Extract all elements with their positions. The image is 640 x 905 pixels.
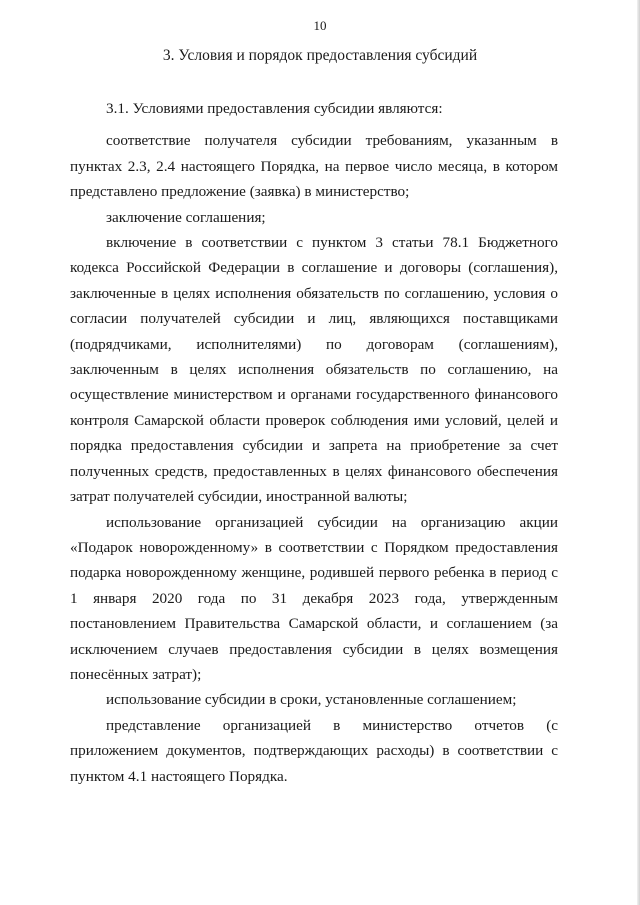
paragraph-compliance: соответствие получателя субсидии требованиям, указанным в пунктах 2.3, 2.4 настоящего Порядка, на первое число месяца, в котором представлено предложение (заявка) в министерство; xyxy=(70,132,558,201)
paragraph-usage-terms: использование субсидии в сроки, установленные соглашением; xyxy=(106,691,517,709)
section-title: 3. Условия и порядок предоставления субсидий xyxy=(162,47,478,64)
paragraph-agreement: заключение соглашения; xyxy=(106,208,266,226)
page-number: 10 xyxy=(313,18,327,33)
paragraph-usage-action: использование организацией субсидии на организацию акции «Подарок новорожденному» в соответствии с Порядком предоставления подарка новорожденному женщине, родившей первого ребенка в период с 1 января 2020 года по 31 декабря 2023 года, утвержденным постановлением Правительства Самарской области, и соглашением (за исключением случаев предоставления субсидии в целях возмещения понесённых затрат); xyxy=(70,513,558,683)
paragraph-reports: представление организацией в министерство отчетов (с приложением документов, подтверждающих расходы) в соответствии с пунктом 4.1 настоящего Порядка. xyxy=(70,716,558,785)
document-body xyxy=(70,96,558,789)
paragraph-inclusion: включение в соответствии с пунктом 3 статьи 78.1 Бюджетного кодекса Российской Федерации в соглашение и договоры (соглашения), заключенные в целях исполнения обязательств по соглашению, условия о согласии получателей субсидии и лиц, являющихся поставщиками (подрядчиками, исполнителями) по договорам (соглашениям), заключенным в целях исполнения обязательств по соглашению, на осуществление министерством и органами государственного финансового контроля Самарской области проверок соблюдения ими условий, целей и порядка предоставления субсидии и запрета на приобретение за счет полученных средств, предоставленных в целях финансового обеспечения затрат получателей субсидии, иностранной валюты; xyxy=(70,234,558,506)
paragraph-conditions-intro: 3.1. Условиями предоставления субсидии являются: xyxy=(106,100,443,117)
